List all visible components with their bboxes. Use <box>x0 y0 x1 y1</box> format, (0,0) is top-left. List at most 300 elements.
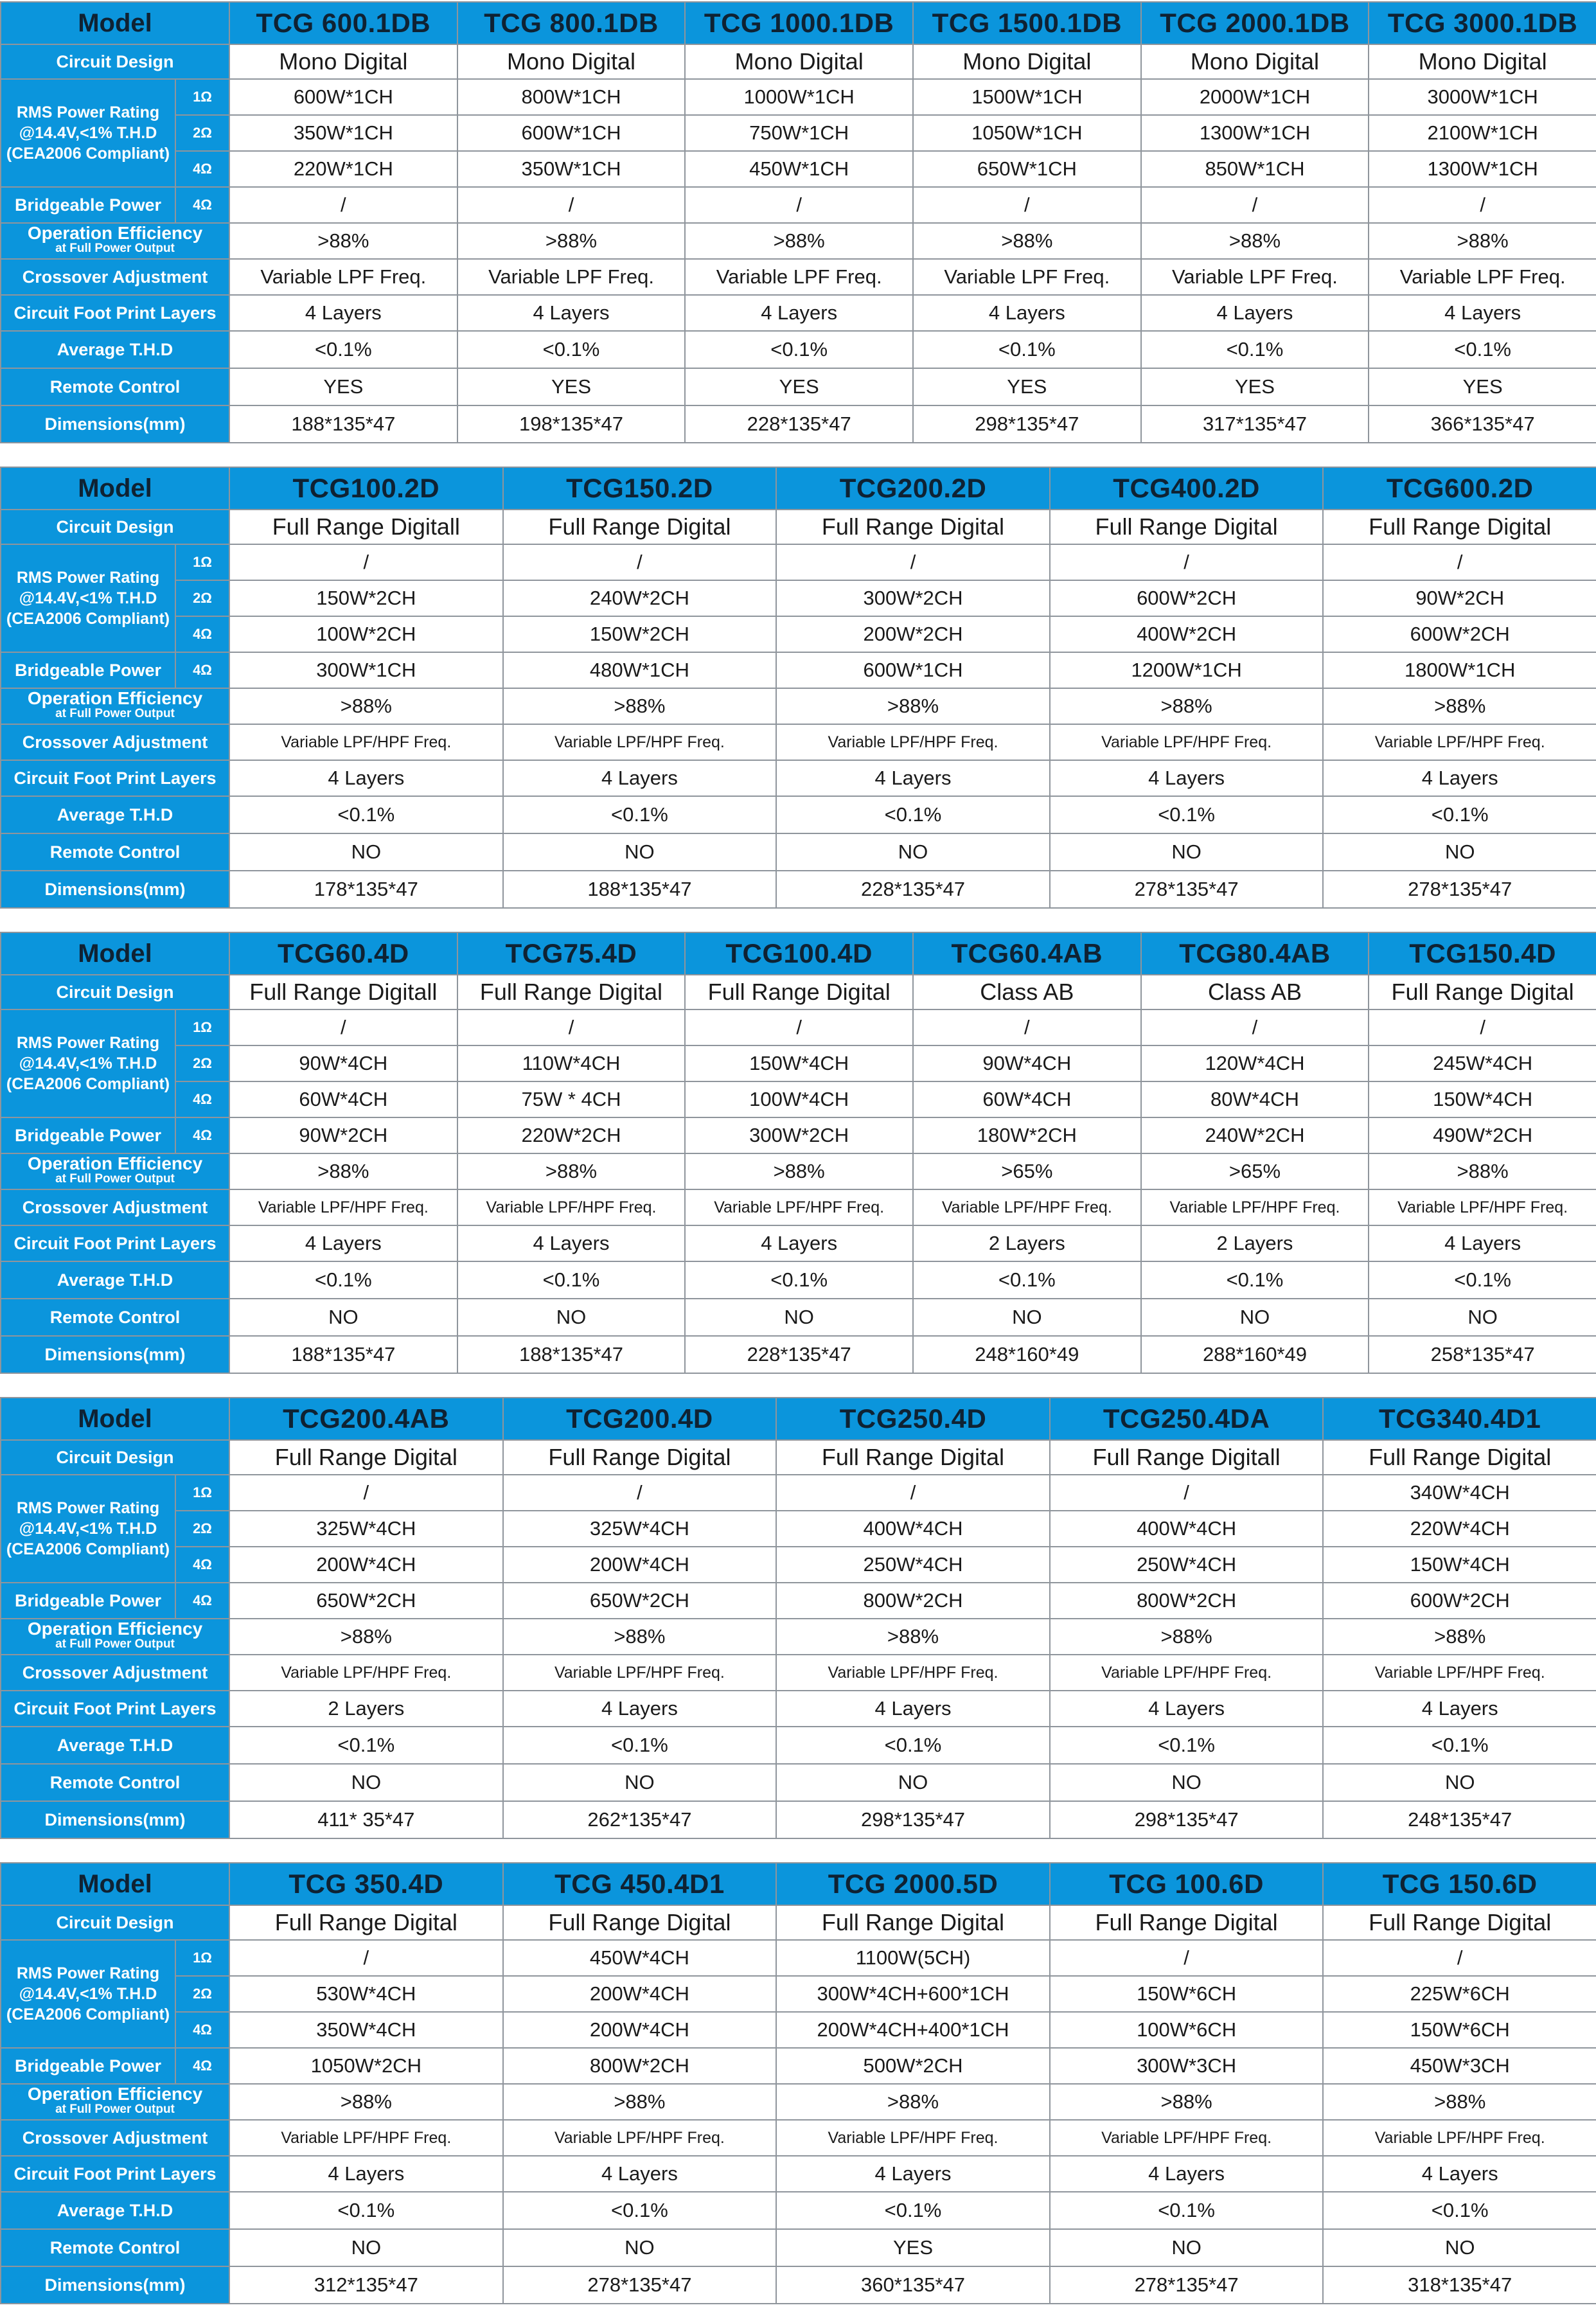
dimensions-value: 198*135*47 <box>457 405 686 443</box>
efficiency-value: >88% <box>503 1619 777 1655</box>
efficiency-value: >88% <box>913 223 1141 259</box>
rms-label-line: @14.4V,<1% T.H.D <box>19 1054 157 1072</box>
dimensions-label: Dimensions(mm) <box>1 405 229 443</box>
layers-value: 4 Layers <box>229 295 457 331</box>
model-label: Model <box>1 1398 229 1440</box>
remote-value: NO <box>1323 1764 1596 1801</box>
rms-2ohm-value: 400W*4CH <box>776 1511 1050 1547</box>
model-name: TCG 2000.1DB <box>1141 2 1369 44</box>
dimensions-value: 366*135*47 <box>1369 405 1596 443</box>
rms-4ohm-value: 150W*4CH <box>1369 1081 1596 1117</box>
bridgeable-value: 600W*1CH <box>776 652 1050 688</box>
thd-value: <0.1% <box>457 1261 686 1299</box>
model-header-row <box>1 1863 1596 1905</box>
circuit-design-value: Full Range Digital <box>776 1440 1050 1475</box>
efficiency-label-sub: at Full Power Output <box>55 242 175 255</box>
thd-value: <0.1% <box>503 2192 777 2229</box>
rms-1ohm-value: 340W*4CH <box>1323 1475 1596 1511</box>
ohm-2-label: 2Ω <box>175 1511 229 1547</box>
rms-1ohm-value: / <box>1141 1009 1369 1045</box>
circuit-design-value: Mono Digital <box>685 44 913 79</box>
thd-value: <0.1% <box>229 796 503 833</box>
rms-4ohm-value: 200W*4CH <box>229 1547 503 1583</box>
rms-power-label <box>1 1475 175 1583</box>
efficiency-value: >88% <box>1050 2084 1324 2120</box>
ohm-4-label: 4Ω <box>175 1547 229 1583</box>
rms-4ohm-value: 150W*2CH <box>503 616 777 652</box>
efficiency-value: >88% <box>1323 688 1596 724</box>
rms-1ohm-value: / <box>229 544 503 580</box>
crossover-label: Crossover Adjustment <box>1 259 229 295</box>
rms-4ohm-value: 450W*1CH <box>685 151 913 187</box>
remote-value: NO <box>913 1299 1141 1336</box>
crossover-value: Variable LPF/HPF Freq. <box>776 724 1050 760</box>
rms-label-line: (CEA2006 Compliant) <box>6 145 170 163</box>
rms-1ohm-value: / <box>503 1475 777 1511</box>
dimensions-label: Dimensions(mm) <box>1 1801 229 1838</box>
dimensions-value: 188*135*47 <box>457 1336 686 1373</box>
rms-2ohm-value: 110W*4CH <box>457 1045 686 1081</box>
model-name: TCG100.2D <box>229 467 503 510</box>
model-name: TCG 2000.5D <box>776 1863 1050 1905</box>
bridgeable-value: 800W*2CH <box>776 1583 1050 1619</box>
bridgeable-label: Bridgeable Power <box>1 652 175 688</box>
efficiency-value: >65% <box>1141 1153 1369 1189</box>
layers-value: 4 Layers <box>503 2156 777 2192</box>
remote-label: Remote Control <box>1 2229 229 2266</box>
efficiency-label-main: Operation Efficiency <box>27 223 203 243</box>
model-name: TCG150.2D <box>503 467 777 510</box>
thd-value: <0.1% <box>1323 1727 1596 1764</box>
model-name: TCG200.2D <box>776 467 1050 510</box>
dimensions-value: 228*135*47 <box>685 405 913 443</box>
efficiency-value: >88% <box>1369 1153 1596 1189</box>
crossover-value: Variable LPF/HPF Freq. <box>229 724 503 760</box>
crossover-value: Variable LPF Freq. <box>229 259 457 295</box>
remote-value: NO <box>457 1299 686 1336</box>
efficiency-value: >88% <box>229 223 457 259</box>
thd-value: <0.1% <box>1050 1727 1324 1764</box>
rms-4ohm-value: 350W*1CH <box>457 151 686 187</box>
remote-value: NO <box>1050 1764 1324 1801</box>
bridgeable-value: 90W*2CH <box>229 1117 457 1153</box>
rms-power-label <box>1 79 175 187</box>
model-name: TCG 3000.1DB <box>1369 2 1596 44</box>
rms-1ohm-value: / <box>503 544 777 580</box>
dimensions-value: 298*135*47 <box>913 405 1141 443</box>
bridgeable-value: 1200W*1CH <box>1050 652 1324 688</box>
remote-value: YES <box>776 2229 1050 2266</box>
crossover-value: Variable LPF/HPF Freq. <box>1050 2120 1324 2156</box>
rms-4ohm-value: 200W*4CH <box>503 2012 777 2048</box>
rms-4ohm-value: 200W*4CH <box>503 1547 777 1583</box>
efficiency-value: >88% <box>503 688 777 724</box>
rms-2ohm-value: 245W*4CH <box>1369 1045 1596 1081</box>
thd-value: <0.1% <box>685 1261 913 1299</box>
model-header-row <box>1 2 1596 44</box>
crossover-value: Variable LPF/HPF Freq. <box>1050 1655 1324 1691</box>
ohm-2-label: 2Ω <box>175 115 229 151</box>
crossover-value: Variable LPF Freq. <box>913 259 1141 295</box>
rms-label-line: RMS Power Rating <box>16 1964 160 1982</box>
circuit-design-value: Full Range Digital <box>776 1905 1050 1940</box>
rms-4ohm-value: 250W*4CH <box>776 1547 1050 1583</box>
crossover-value: Variable LPF/HPF Freq. <box>776 2120 1050 2156</box>
rms-4ohm-value: 150W*4CH <box>1323 1547 1596 1583</box>
thd-value: <0.1% <box>776 1727 1050 1764</box>
ohm-4-label: 4Ω <box>175 151 229 187</box>
model-name: TCG150.4D <box>1369 932 1596 975</box>
ohm-2-label: 2Ω <box>175 1045 229 1081</box>
layers-value: 4 Layers <box>1050 2156 1324 2192</box>
rms-4ohm-value: 60W*4CH <box>229 1081 457 1117</box>
dimensions-value: 317*135*47 <box>1141 405 1369 443</box>
crossover-value: Variable LPF/HPF Freq. <box>229 1655 503 1691</box>
layers-value: 4 Layers <box>1050 1691 1324 1727</box>
thd-value: <0.1% <box>229 1261 457 1299</box>
crossover-value: Variable LPF/HPF Freq. <box>776 1655 1050 1691</box>
crossover-label: Crossover Adjustment <box>1 1655 229 1691</box>
bridgeable-value: / <box>913 187 1141 223</box>
crossover-value: Variable LPF/HPF Freq. <box>1141 1189 1369 1225</box>
circuit-design-value: Class AB <box>1141 975 1369 1009</box>
model-name: TCG 1000.1DB <box>685 2 913 44</box>
efficiency-value: >88% <box>685 1153 913 1189</box>
crossover-value: Variable LPF/HPF Freq. <box>229 1189 457 1225</box>
remote-value: NO <box>503 2229 777 2266</box>
bridgeable-value: / <box>229 187 457 223</box>
thd-value: <0.1% <box>229 1727 503 1764</box>
bridgeable-value: / <box>457 187 686 223</box>
circuit-design-value: Full Range Digital <box>503 1440 777 1475</box>
rms-label-line: (CEA2006 Compliant) <box>6 1540 170 1558</box>
remote-value: NO <box>1050 2229 1324 2266</box>
bridgeable-label: Bridgeable Power <box>1 1117 175 1153</box>
efficiency-label <box>1 688 229 724</box>
efficiency-label <box>1 223 229 259</box>
rms-1ohm-value: 2000W*1CH <box>1141 79 1369 115</box>
rms-2ohm-value: 90W*4CH <box>913 1045 1141 1081</box>
rms-2ohm-value: 240W*2CH <box>503 580 777 616</box>
bridgeable-value: 1050W*2CH <box>229 2048 503 2084</box>
efficiency-value: >88% <box>776 688 1050 724</box>
rms-4ohm-value: 850W*1CH <box>1141 151 1369 187</box>
rms-4ohm-value: 80W*4CH <box>1141 1081 1369 1117</box>
rms-label-line: RMS Power Rating <box>16 1499 160 1517</box>
model-name: TCG340.4D1 <box>1323 1398 1596 1440</box>
crossover-value: Variable LPF Freq. <box>685 259 913 295</box>
thd-value: <0.1% <box>503 796 777 833</box>
efficiency-value: >88% <box>1323 1619 1596 1655</box>
layers-value: 4 Layers <box>1323 1691 1596 1727</box>
circuit-design-value: Full Range Digital <box>503 510 777 544</box>
dimensions-value: 248*135*47 <box>1323 1801 1596 1838</box>
circuit-design-value: Mono Digital <box>1369 44 1596 79</box>
dimensions-value: 228*135*47 <box>685 1336 913 1373</box>
model-label: Model <box>1 1863 229 1905</box>
layers-value: 4 Layers <box>776 1691 1050 1727</box>
rms-4ohm-value: 200W*2CH <box>776 616 1050 652</box>
rms-4ohm-value: 100W*6CH <box>1050 2012 1324 2048</box>
rms-1ohm-value: / <box>457 1009 686 1045</box>
dimensions-value: 248*160*49 <box>913 1336 1141 1373</box>
bridgeable-value: 180W*2CH <box>913 1117 1141 1153</box>
rms-label-line: @14.4V,<1% T.H.D <box>19 1985 157 2003</box>
rms-4ohm-value: 250W*4CH <box>1050 1547 1324 1583</box>
thd-label: Average T.H.D <box>1 1727 229 1764</box>
rms-label-line: @14.4V,<1% T.H.D <box>19 589 157 607</box>
remote-label: Remote Control <box>1 1764 229 1801</box>
dimensions-value: 360*135*47 <box>776 2266 1050 2304</box>
layers-value: 4 Layers <box>685 1225 913 1261</box>
efficiency-value: >88% <box>229 688 503 724</box>
rms-label-line: RMS Power Rating <box>16 1034 160 1052</box>
efficiency-value: >88% <box>1050 688 1324 724</box>
thd-label: Average T.H.D <box>1 796 229 833</box>
crossover-value: Variable LPF Freq. <box>457 259 686 295</box>
rms-1ohm-value: / <box>1050 1940 1324 1976</box>
efficiency-label-sub: at Full Power Output <box>55 707 175 720</box>
bridgeable-value: 300W*1CH <box>229 652 503 688</box>
bridgeable-label: Bridgeable Power <box>1 1583 175 1619</box>
crossover-value: Variable LPF/HPF Freq. <box>229 2120 503 2156</box>
efficiency-value: >88% <box>229 1153 457 1189</box>
thd-label: Average T.H.D <box>1 1261 229 1299</box>
layers-value: 4 Layers <box>1323 760 1596 796</box>
circuit-design-value: Mono Digital <box>913 44 1141 79</box>
bridgeable-value: 650W*2CH <box>229 1583 503 1619</box>
ohm-1-label: 1Ω <box>175 1475 229 1511</box>
model-header-row <box>1 467 1596 510</box>
rms-1ohm-value: 800W*1CH <box>457 79 686 115</box>
rms-power-label <box>1 1009 175 1117</box>
dimensions-label: Dimensions(mm) <box>1 2266 229 2304</box>
rms-2ohm-value: 530W*4CH <box>229 1976 503 2012</box>
layers-value: 4 Layers <box>1050 760 1324 796</box>
efficiency-value: >88% <box>1369 223 1596 259</box>
dimensions-label: Dimensions(mm) <box>1 871 229 908</box>
efficiency-label-sub: at Full Power Output <box>55 1172 175 1186</box>
remote-value: YES <box>457 368 686 405</box>
remote-value: NO <box>776 833 1050 871</box>
crossover-value: Variable LPF Freq. <box>1369 259 1596 295</box>
circuit-design-label: Circuit Design <box>1 510 229 544</box>
crossover-value: Variable LPF/HPF Freq. <box>913 1189 1141 1225</box>
circuit-design-value: Full Range Digital <box>1050 1905 1324 1940</box>
rms-2ohm-value: 400W*4CH <box>1050 1511 1324 1547</box>
circuit-design-value: Full Range Digital <box>685 975 913 1009</box>
model-name: TCG400.2D <box>1050 467 1324 510</box>
ohm-4-label: 4Ω <box>175 1081 229 1117</box>
rms-label-line: (CEA2006 Compliant) <box>6 2005 170 2023</box>
dimensions-value: 278*135*47 <box>503 2266 777 2304</box>
ohm-1-label: 1Ω <box>175 544 229 580</box>
bridgeable-value: 490W*2CH <box>1369 1117 1596 1153</box>
remote-value: NO <box>503 833 777 871</box>
rms-1ohm-value: / <box>776 544 1050 580</box>
bridgeable-value: 220W*2CH <box>457 1117 686 1153</box>
rms-2ohm-value: 1300W*1CH <box>1141 115 1369 151</box>
bridgeable-value: 500W*2CH <box>776 2048 1050 2084</box>
model-name: TCG 450.4D1 <box>503 1863 777 1905</box>
efficiency-label <box>1 1153 229 1189</box>
thd-value: <0.1% <box>1050 2192 1324 2229</box>
circuit-design-value: Full Range Digital <box>457 975 686 1009</box>
rms-1ohm-value: / <box>1050 1475 1324 1511</box>
dimensions-value: 278*135*47 <box>1050 2266 1324 2304</box>
bridgeable-label: Bridgeable Power <box>1 187 175 223</box>
dimensions-value: 411* 35*47 <box>229 1801 503 1838</box>
circuit-design-value: Full Range Digital <box>1369 975 1596 1009</box>
model-header-row <box>1 932 1596 975</box>
layers-label: Circuit Foot Print Layers <box>1 2156 229 2192</box>
dimensions-value: 258*135*47 <box>1369 1336 1596 1373</box>
dimensions-value: 298*135*47 <box>776 1801 1050 1838</box>
model-label: Model <box>1 932 229 975</box>
rms-2ohm-value: 150W*6CH <box>1050 1976 1324 2012</box>
layers-value: 2 Layers <box>229 1691 503 1727</box>
model-name: TCG80.4AB <box>1141 932 1369 975</box>
rms-2ohm-value: 225W*6CH <box>1323 1976 1596 2012</box>
efficiency-label <box>1 1619 229 1655</box>
model-name: TCG 600.1DB <box>229 2 457 44</box>
thd-value: <0.1% <box>1369 331 1596 368</box>
crossover-label: Crossover Adjustment <box>1 724 229 760</box>
efficiency-value: >88% <box>1323 2084 1596 2120</box>
rms-4ohm-value: 75W * 4CH <box>457 1081 686 1117</box>
spec-table-4 <box>0 1397 1596 1839</box>
model-name: TCG100.4D <box>685 932 913 975</box>
circuit-design-value: Mono Digital <box>1141 44 1369 79</box>
remote-value: NO <box>229 833 503 871</box>
model-label: Model <box>1 2 229 44</box>
remote-value: NO <box>229 2229 503 2266</box>
model-name: TCG250.4DA <box>1050 1398 1324 1440</box>
model-name: TCG60.4AB <box>913 932 1141 975</box>
rms-4ohm-value: 100W*4CH <box>685 1081 913 1117</box>
rms-2ohm-value: 750W*1CH <box>685 115 913 151</box>
efficiency-value: >88% <box>685 223 913 259</box>
efficiency-label-main: Operation Efficiency <box>27 1619 203 1639</box>
rms-4ohm-value: 650W*1CH <box>913 151 1141 187</box>
efficiency-label-main: Operation Efficiency <box>27 2084 203 2104</box>
bridgeable-value: 600W*2CH <box>1323 1583 1596 1619</box>
thd-value: <0.1% <box>776 796 1050 833</box>
remote-value: YES <box>913 368 1141 405</box>
efficiency-value: >88% <box>503 2084 777 2120</box>
rms-2ohm-value: 200W*4CH <box>503 1976 777 2012</box>
remote-value: NO <box>229 1764 503 1801</box>
ohm-2-label: 2Ω <box>175 580 229 616</box>
crossover-value: Variable LPF/HPF Freq. <box>503 724 777 760</box>
rms-power-label <box>1 1940 175 2048</box>
crossover-value: Variable LPF/HPF Freq. <box>1323 724 1596 760</box>
bridgeable-value: 450W*3CH <box>1323 2048 1596 2084</box>
efficiency-value: >88% <box>1050 1619 1324 1655</box>
bridgeable-value: 1800W*1CH <box>1323 652 1596 688</box>
dimensions-value: 262*135*47 <box>503 1801 777 1838</box>
layers-value: 4 Layers <box>229 760 503 796</box>
crossover-value: Variable LPF Freq. <box>1141 259 1369 295</box>
layers-value: 4 Layers <box>457 1225 686 1261</box>
bridgeable-label: Bridgeable Power <box>1 2048 175 2084</box>
rms-1ohm-value: / <box>1050 544 1324 580</box>
efficiency-label <box>1 2084 229 2120</box>
dimensions-value: 188*135*47 <box>503 871 777 908</box>
remote-value: YES <box>1141 368 1369 405</box>
rms-label-line: RMS Power Rating <box>16 569 160 587</box>
bridgeable-value: 800W*2CH <box>1050 1583 1324 1619</box>
bridgeable-value: 800W*2CH <box>503 2048 777 2084</box>
circuit-design-value: Full Range Digital <box>503 1905 777 1940</box>
remote-label: Remote Control <box>1 1299 229 1336</box>
circuit-design-value: Mono Digital <box>229 44 457 79</box>
model-name: TCG 350.4D <box>229 1863 503 1905</box>
efficiency-label-main: Operation Efficiency <box>27 688 203 708</box>
crossover-label: Crossover Adjustment <box>1 1189 229 1225</box>
dimensions-label: Dimensions(mm) <box>1 1336 229 1373</box>
layers-value: 4 Layers <box>229 1225 457 1261</box>
rms-label-line: RMS Power Rating <box>16 103 160 121</box>
circuit-design-value: Full Range Digital <box>229 1905 503 1940</box>
remote-value: YES <box>229 368 457 405</box>
ohm-1-label: 1Ω <box>175 1009 229 1045</box>
ohm-1-label: 1Ω <box>175 79 229 115</box>
efficiency-label-sub: at Full Power Output <box>55 2103 175 2116</box>
remote-value: NO <box>685 1299 913 1336</box>
rms-4ohm-value: 350W*4CH <box>229 2012 503 2048</box>
efficiency-label-sub: at Full Power Output <box>55 1637 175 1651</box>
crossover-value: Variable LPF/HPF Freq. <box>1369 1189 1596 1225</box>
rms-1ohm-value: 1000W*1CH <box>685 79 913 115</box>
thd-label: Average T.H.D <box>1 331 229 368</box>
thd-value: <0.1% <box>503 1727 777 1764</box>
rms-2ohm-value: 300W*2CH <box>776 580 1050 616</box>
rms-label-line: (CEA2006 Compliant) <box>6 610 170 628</box>
crossover-value: Variable LPF/HPF Freq. <box>503 2120 777 2156</box>
model-name: TCG200.4D <box>503 1398 777 1440</box>
model-name: TCG 800.1DB <box>457 2 686 44</box>
rms-1ohm-value: / <box>1323 544 1596 580</box>
model-name: TCG 1500.1DB <box>913 2 1141 44</box>
circuit-design-value: Full Range Digitall <box>229 510 503 544</box>
circuit-design-value: Full Range Digital <box>229 1440 503 1475</box>
thd-value: <0.1% <box>1323 2192 1596 2229</box>
model-header-row <box>1 1398 1596 1440</box>
efficiency-value: >88% <box>457 1153 686 1189</box>
remote-value: NO <box>229 1299 457 1336</box>
dimensions-value: 178*135*47 <box>229 871 503 908</box>
layers-value: 2 Layers <box>913 1225 1141 1261</box>
layers-value: 4 Layers <box>1141 295 1369 331</box>
bridgeable-value: 300W*2CH <box>685 1117 913 1153</box>
rms-2ohm-value: 325W*4CH <box>229 1511 503 1547</box>
model-name: TCG200.4AB <box>229 1398 503 1440</box>
layers-value: 2 Layers <box>1141 1225 1369 1261</box>
ohm-4-label: 4Ω <box>175 652 229 688</box>
layers-value: 4 Layers <box>776 2156 1050 2192</box>
circuit-design-value: Full Range Digital <box>1323 510 1596 544</box>
remote-value: YES <box>1369 368 1596 405</box>
dimensions-value: 298*135*47 <box>1050 1801 1324 1838</box>
crossover-value: Variable LPF/HPF Freq. <box>1050 724 1324 760</box>
rms-2ohm-value: 150W*2CH <box>229 580 503 616</box>
crossover-label: Crossover Adjustment <box>1 2120 229 2156</box>
bridgeable-value: / <box>685 187 913 223</box>
efficiency-value: >88% <box>776 2084 1050 2120</box>
thd-value: <0.1% <box>1141 331 1369 368</box>
layers-label: Circuit Foot Print Layers <box>1 760 229 796</box>
